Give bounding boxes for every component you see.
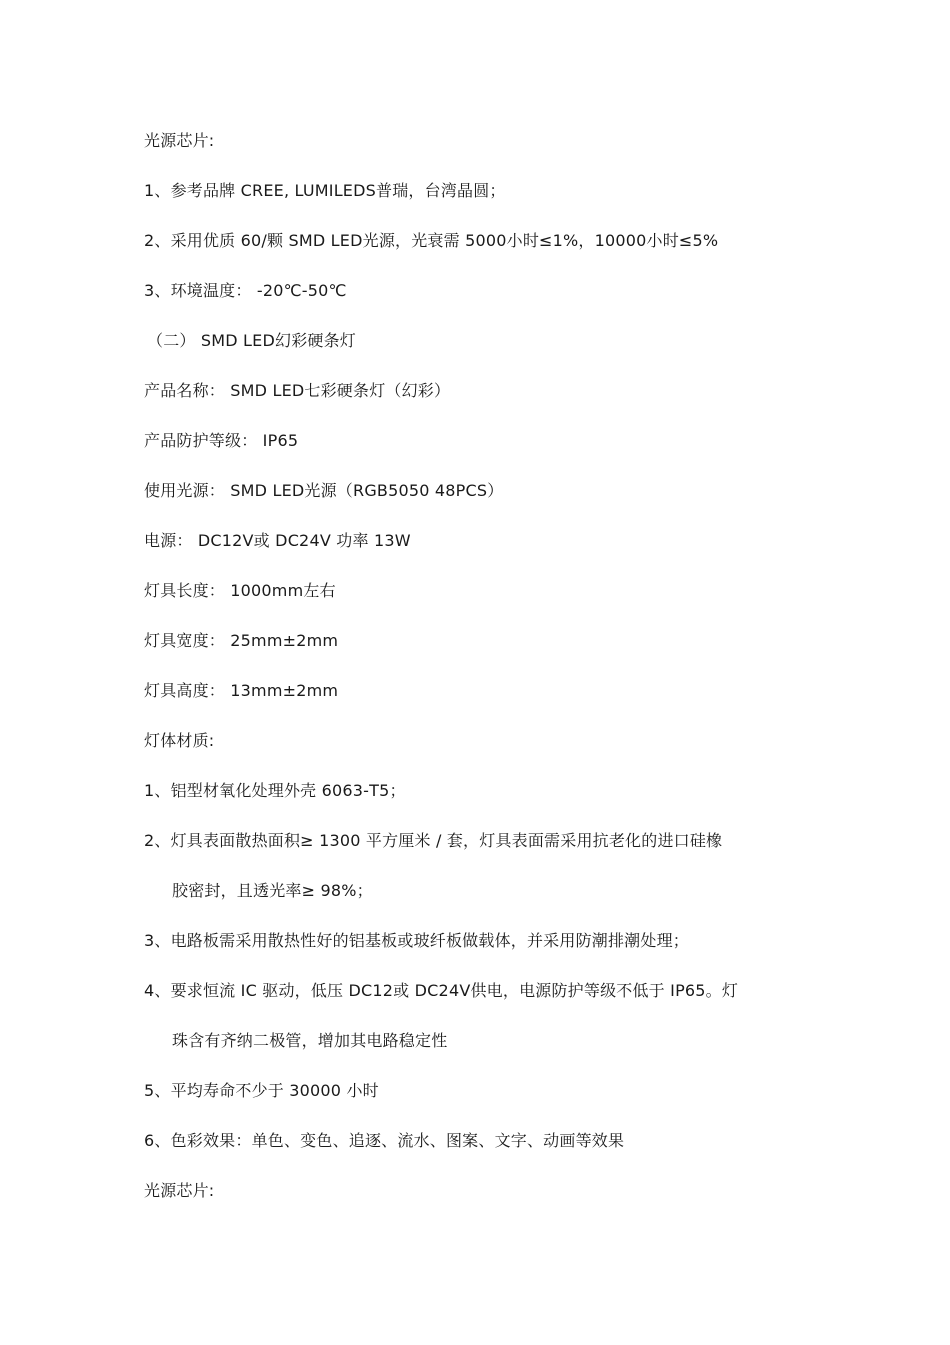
list-item: 2、采用优质 60/颗 SMD LED光源，光衰需 5000小时≤1%，10000小时≤5% [144, 231, 719, 250]
section-heading: （二） SMD LED幻彩硬条灯 [147, 331, 356, 350]
spec-line: 产品名称： SMD LED七彩硬条灯（幻彩） [144, 381, 451, 400]
spec-line: 灯具宽度： 25mm±2mm [144, 631, 339, 650]
list-item: 4、要求恒流 IC 驱动，低压 DC12或 DC24V供电，电源防护等级不低于 IP65。灯 [144, 981, 739, 1000]
spec-line: 电源： DC12V或 DC24V 功率 13W [144, 531, 411, 550]
spec-line: 灯具高度： 13mm±2mm [144, 681, 339, 700]
list-item: 1、铝型材氧化处理外壳 6063-T5； [144, 781, 406, 800]
heading-light-chip: 光源芯片: [144, 1181, 215, 1200]
list-item: 3、电路板需采用散热性好的铝基板或玻纤板做载体，并采用防潮排潮处理； [144, 931, 689, 950]
heading-body-material: 灯体材质: [144, 731, 215, 750]
spec-line: 灯具长度： 1000mm左右 [144, 581, 336, 600]
spec-line: 使用光源： SMD LED光源（RGB5050 48PCS） [144, 481, 504, 500]
list-item: 5、平均寿命不少于 30000 小时 [144, 1081, 379, 1100]
list-item-continuation: 胶密封，且透光率≥ 98%； [172, 881, 373, 900]
spec-line: 产品防护等级： IP65 [144, 431, 299, 450]
list-item: 1、参考品牌 CREE, LUMILEDS普瑞，台湾晶圆； [144, 181, 506, 200]
list-item: 3、环境温度： -20℃-50℃ [144, 281, 347, 300]
list-item: 6、色彩效果：单色、变色、追逐、流水、图案、文字、动画等效果 [144, 1131, 625, 1150]
list-item: 2、灯具表面散热面积≥ 1300 平方厘米 / 套，灯具表面需采用抗老化的进口硅橡 [144, 831, 723, 850]
heading-light-chip: 光源芯片: [144, 131, 215, 150]
list-item-continuation: 珠含有齐纳二极管，增加其电路稳定性 [172, 1031, 448, 1050]
